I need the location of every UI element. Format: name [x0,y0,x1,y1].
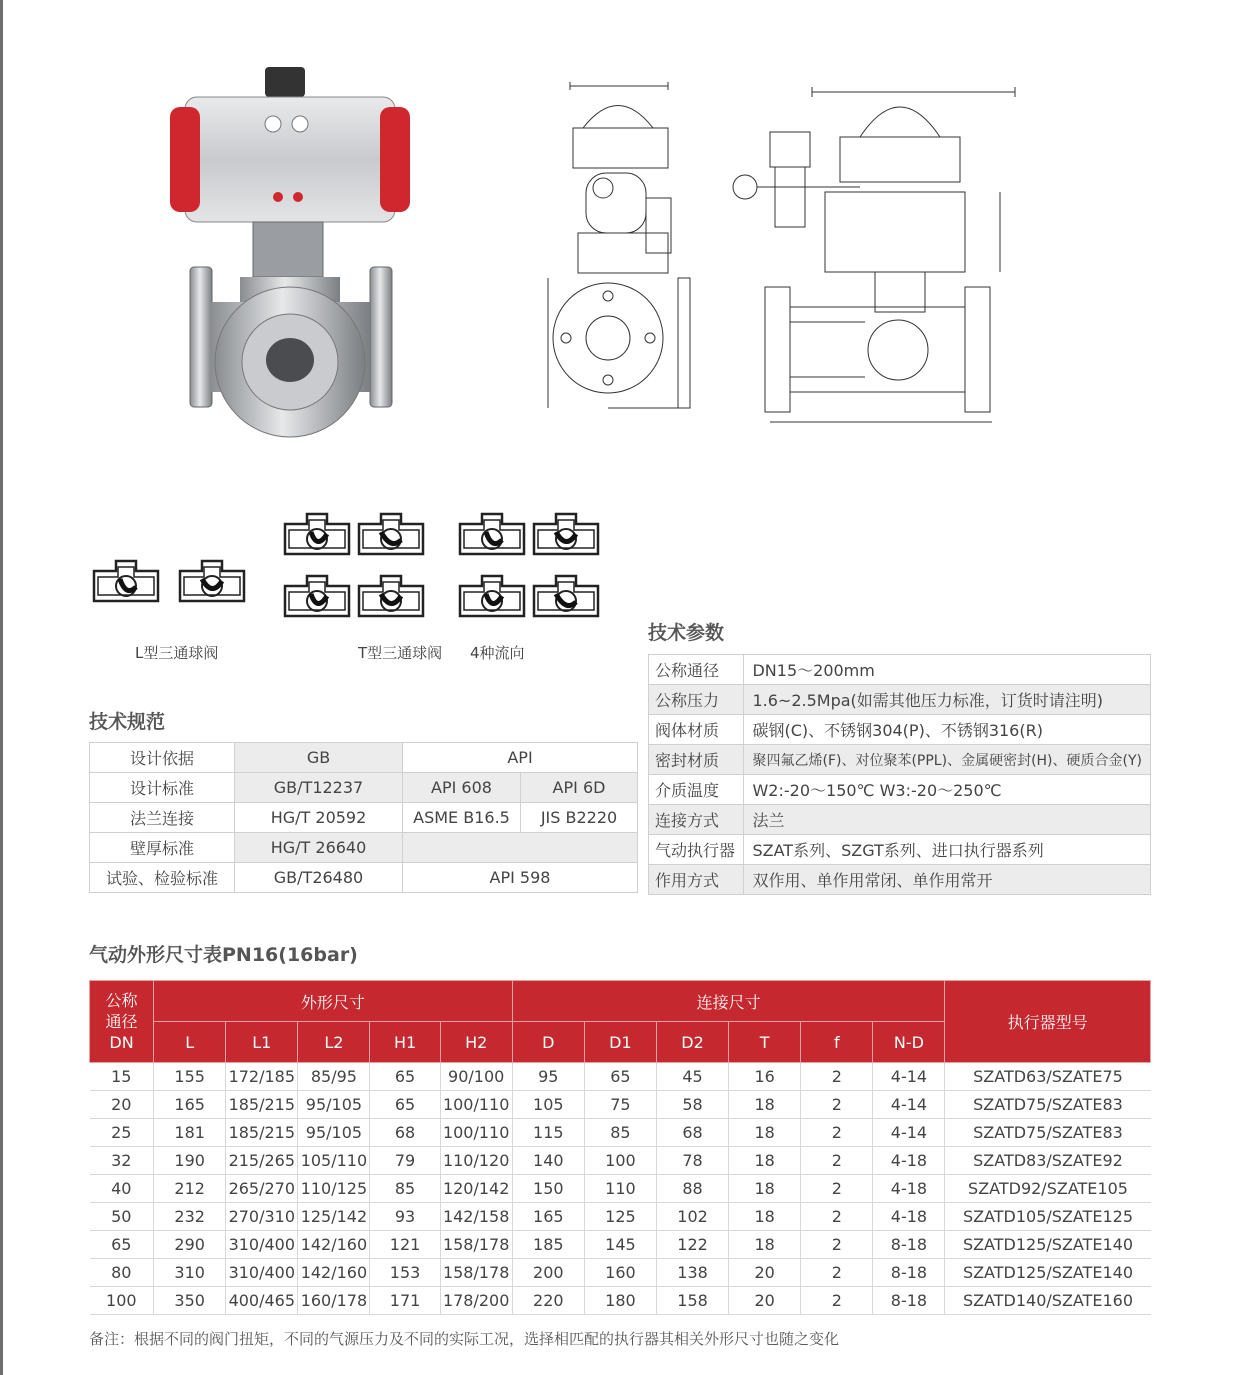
table-cell: 40 [90,1175,154,1203]
table-cell: 80 [90,1259,154,1287]
table-cell: 100 [90,1287,154,1315]
flow-diagram-icon [357,572,425,622]
four-flow-caption: 4种流向 [470,644,525,662]
table-cell: 102 [656,1203,728,1231]
l-type-caption: L型三通球阀 [135,644,219,662]
column-header: D1 [584,1022,656,1063]
table-row [649,745,1151,775]
tech-params-title: 技术参数 [648,622,725,644]
table-cell: 45 [656,1063,728,1091]
column-header: L [154,1022,226,1063]
table-cell: 185/215 [226,1091,298,1119]
table-cell: 15 [90,1063,154,1091]
table-cell: 265/270 [226,1175,298,1203]
table-cell: 8-18 [873,1287,945,1315]
table-row [90,743,638,773]
table-row [649,835,1151,865]
spec-gb: GB [235,743,403,773]
table-cell: 18 [729,1119,801,1147]
table-row [90,803,638,833]
table-cell: 165 [154,1091,226,1119]
table-cell: 105 [512,1091,584,1119]
column-header: H2 [440,1022,512,1063]
table-cell: 145 [584,1231,656,1259]
connection-dimensions-header: 连接尺寸 [512,981,945,1022]
table-cell: 20 [729,1287,801,1315]
table-cell: 165 [512,1203,584,1231]
column-header: L1 [226,1022,298,1063]
table-cell: 75 [584,1091,656,1119]
actuator-model-header: 执行器型号 [945,981,1151,1063]
table-cell: 142/160 [298,1259,370,1287]
flow-diagram-icon [357,510,425,560]
table-cell: 79 [370,1147,440,1175]
table-cell: SZATD75/SZATE83 [945,1091,1151,1119]
table-cell: 18 [729,1091,801,1119]
spec-gb: HG/T 26640 [235,833,403,863]
table-cell: 85 [370,1175,440,1203]
table-cell: SZATD105/SZATE125 [945,1203,1151,1231]
table-cell: 88 [656,1175,728,1203]
table-cell: 400/465 [226,1287,298,1315]
column-header: T [729,1022,801,1063]
spec-label: 设计依据 [90,743,235,773]
table-cell: 185 [512,1231,584,1259]
table-cell: 100/110 [440,1091,512,1119]
flow-diagram-icon [283,572,351,622]
table-cell: SZATD75/SZATE83 [945,1119,1151,1147]
table-cell: 2 [801,1063,873,1091]
table-cell: 32 [90,1147,154,1175]
table-row [649,685,1151,715]
table-cell: SZATD125/SZATE140 [945,1231,1151,1259]
column-header: H1 [370,1022,440,1063]
table-cell: 158 [656,1287,728,1315]
table-cell: 153 [370,1259,440,1287]
spec-label: 壁厚标准 [90,833,235,863]
flow-diagram-icon [532,572,600,622]
table-cell: 140 [512,1147,584,1175]
spec-api-b: API 6D [521,773,638,803]
table-cell: 290 [154,1231,226,1259]
param-value: W2:-20～150℃ W3:-20～250℃ [744,775,1151,805]
table-cell: 2 [801,1231,873,1259]
table-cell: 178/200 [440,1287,512,1315]
table-cell: 2 [801,1119,873,1147]
table-cell: 4-18 [873,1147,945,1175]
table-cell: 350 [154,1287,226,1315]
table-cell: 90/100 [440,1063,512,1091]
table-row [90,1147,1151,1175]
table-cell: 8-18 [873,1259,945,1287]
table-cell: SZATD125/SZATE140 [945,1259,1151,1287]
param-label: 密封材质 [649,745,744,775]
param-value: DN15～200mm [744,655,1151,685]
table-cell: 190 [154,1147,226,1175]
table-row [649,805,1151,835]
table-row [649,775,1151,805]
table-cell: 220 [512,1287,584,1315]
tech-params-table [648,654,1151,895]
table-row [90,1091,1151,1119]
table-cell: 160 [584,1259,656,1287]
dimensions-title: 气动外形尺寸表PN16(16bar) [89,944,358,966]
spec-label: 设计标准 [90,773,235,803]
table-cell: 4-18 [873,1175,945,1203]
param-value: 双作用、单作用常闭、单作用常开 [744,865,1151,895]
flow-diagram-icon [92,557,160,607]
param-label: 公称压力 [649,685,744,715]
table-cell: 232 [154,1203,226,1231]
table-cell: 95/105 [298,1119,370,1147]
table-cell: 2 [801,1203,873,1231]
table-cell: 2 [801,1259,873,1287]
table-cell: 65 [370,1063,440,1091]
table-row [90,863,638,893]
spec-api-a: ASME B16.5 [403,803,521,833]
table-cell: 110/125 [298,1175,370,1203]
column-header: L2 [298,1022,370,1063]
table-cell: 310/400 [226,1231,298,1259]
table-cell: SZATD63/SZATE75 [945,1063,1151,1091]
technical-drawing-side [538,78,698,418]
param-label: 连接方式 [649,805,744,835]
table-row [90,1063,1151,1091]
param-value: 聚四氟乙烯(F)、对位聚苯(PPL)、金属硬密封(H)、硬质合金(Y) [744,745,1151,775]
table-cell: 2 [801,1287,873,1315]
table-cell: 125 [584,1203,656,1231]
spec-label: 试验、检验标准 [90,863,235,893]
table-cell: 138 [656,1259,728,1287]
flow-diagram-icon [178,557,246,607]
technical-drawing-section [730,82,1030,432]
table-cell: 25 [90,1119,154,1147]
table-cell: 95 [512,1063,584,1091]
param-value: 碳钢(C)、不锈钢304(P)、不锈钢316(R) [744,715,1151,745]
page-border [0,0,3,1375]
table-cell: 100 [584,1147,656,1175]
table-cell: 200 [512,1259,584,1287]
table-cell: 2 [801,1147,873,1175]
table-cell: 2 [801,1175,873,1203]
table-cell: 68 [656,1119,728,1147]
table-row [90,1119,1151,1147]
table-row [90,1175,1151,1203]
table-cell: 110 [584,1175,656,1203]
table-cell: 142/160 [298,1231,370,1259]
table-cell: 78 [656,1147,728,1175]
column-header: f [801,1022,873,1063]
outer-dimensions-header: 外形尺寸 [154,981,513,1022]
table-cell: 115 [512,1119,584,1147]
table-cell: 65 [584,1063,656,1091]
table-cell: 172/185 [226,1063,298,1091]
table-cell: 105/110 [298,1147,370,1175]
param-value: SZAT系列、SZGT系列、进口执行器系列 [744,835,1151,865]
flow-diagram-icon [458,510,526,560]
table-cell: 158/178 [440,1231,512,1259]
table-cell: 100/110 [440,1119,512,1147]
table-cell: 18 [729,1231,801,1259]
spec-standard-table [89,742,638,893]
table-cell: 65 [370,1091,440,1119]
table-row [90,1231,1151,1259]
param-label: 阀体材质 [649,715,744,745]
table-cell: 212 [154,1175,226,1203]
table-cell: 4-14 [873,1091,945,1119]
param-label: 公称通径 [649,655,744,685]
table-cell: 95/105 [298,1091,370,1119]
dimensions-table [89,980,1151,1315]
table-row [649,865,1151,895]
column-header: N-D [873,1022,945,1063]
table-cell: SZATD92/SZATE105 [945,1175,1151,1203]
table-cell: 20 [90,1091,154,1119]
table-cell: 20 [729,1259,801,1287]
table-cell: 18 [729,1147,801,1175]
table-cell: 65 [90,1231,154,1259]
spec-api-a: API 608 [403,773,521,803]
table-row [90,1259,1151,1287]
param-value: 1.6~2.5Mpa(如需其他压力标准，订货时请注明) [744,685,1151,715]
table-cell: 18 [729,1175,801,1203]
table-cell: 171 [370,1287,440,1315]
table-cell: 158/178 [440,1259,512,1287]
spec-standard-title: 技术规范 [89,711,166,733]
footnote: 备注：根据不同的阀门扭矩，不同的气源压力及不同的实际工况，选择相匹配的执行器其相关外形尺寸也随之变化 [89,1330,840,1348]
spec-api: API 598 [403,863,638,893]
param-label: 介质温度 [649,775,744,805]
table-cell: 185/215 [226,1119,298,1147]
table-cell: 310 [154,1259,226,1287]
table-cell: 85 [584,1119,656,1147]
table-cell: 4-18 [873,1203,945,1231]
param-value: 法兰 [744,805,1151,835]
table-cell: 122 [656,1231,728,1259]
table-cell: 8-18 [873,1231,945,1259]
table-row [649,715,1151,745]
spec-label: 法兰连接 [90,803,235,833]
spec-api [403,833,638,863]
table-cell: 125/142 [298,1203,370,1231]
table-cell: 155 [154,1063,226,1091]
spec-gb: GB/T26480 [235,863,403,893]
table-cell: 160/178 [298,1287,370,1315]
table-cell: 142/158 [440,1203,512,1231]
flow-diagram-icon [283,510,351,560]
flow-diagram-icon [458,572,526,622]
table-cell: SZATD140/SZATE160 [945,1287,1151,1315]
table-cell: 85/95 [298,1063,370,1091]
spec-gb: HG/T 20592 [235,803,403,833]
table-cell: 121 [370,1231,440,1259]
table-cell: 310/400 [226,1259,298,1287]
table-row [90,1203,1151,1231]
spec-api: API [403,743,638,773]
table-cell: 4-14 [873,1119,945,1147]
table-cell: 215/265 [226,1147,298,1175]
table-row [90,833,638,863]
table-cell: 180 [584,1287,656,1315]
param-label: 作用方式 [649,865,744,895]
table-row [649,655,1151,685]
table-cell: 270/310 [226,1203,298,1231]
spec-api-b: JIS B2220 [521,803,638,833]
flow-diagram-icon [532,510,600,560]
column-header: D2 [656,1022,728,1063]
dn-header: 公称 通径 DN [90,981,154,1063]
table-cell: 110/120 [440,1147,512,1175]
table-cell: 16 [729,1063,801,1091]
column-header: D [512,1022,584,1063]
param-label: 气动执行器 [649,835,744,865]
valve-product-image [165,62,415,442]
table-row [90,773,638,803]
table-cell: 2 [801,1091,873,1119]
table-cell: 120/142 [440,1175,512,1203]
table-row [90,1287,1151,1315]
table-cell: 50 [90,1203,154,1231]
table-cell: 150 [512,1175,584,1203]
spec-gb: GB/T12237 [235,773,403,803]
table-cell: 58 [656,1091,728,1119]
t-type-caption: T型三通球阀 [358,644,443,662]
table-cell: 68 [370,1119,440,1147]
table-cell: SZATD83/SZATE92 [945,1147,1151,1175]
table-cell: 18 [729,1203,801,1231]
table-cell: 4-14 [873,1063,945,1091]
table-cell: 93 [370,1203,440,1231]
table-cell: 181 [154,1119,226,1147]
